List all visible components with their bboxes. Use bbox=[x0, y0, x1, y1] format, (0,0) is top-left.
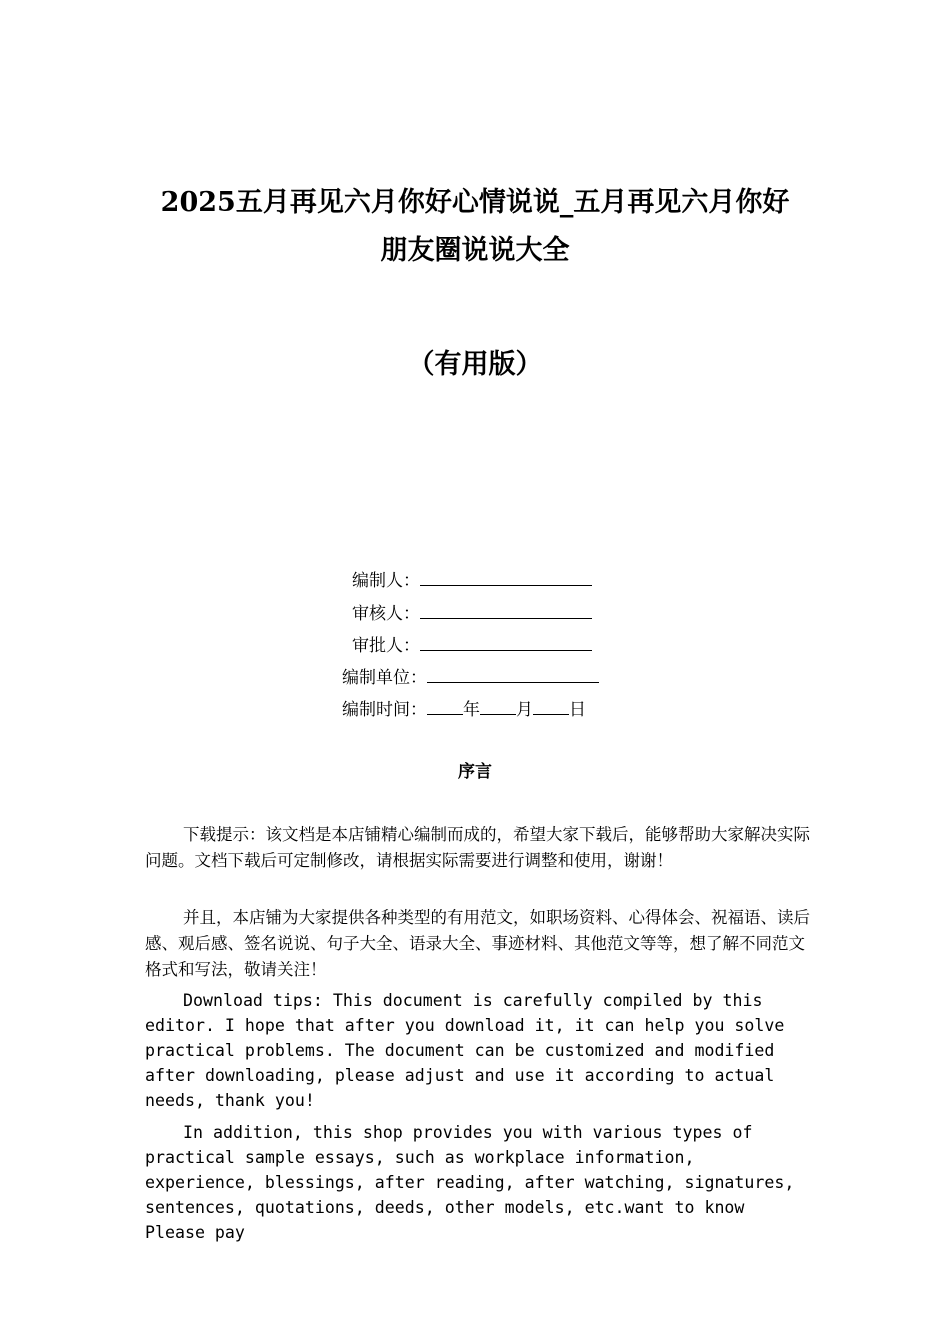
editor-blank-line bbox=[420, 567, 592, 586]
reviewer-label: 审核人： bbox=[352, 604, 420, 624]
month-label: 月 bbox=[516, 700, 533, 720]
preface-paragraph-2: 并且，本店铺为大家提供各种类型的有用范文，如职场资料、心得体会、祝福语、读后感、观后感、签名说说、句子大全、语录大全、事迹材料、其他范文等等，想了解不同范文格式和写法，敬请关注！ bbox=[145, 908, 810, 979]
reviewer-blank-line bbox=[420, 600, 592, 619]
approver-blank-line bbox=[420, 632, 592, 651]
unit-label: 编制单位： bbox=[342, 668, 427, 688]
preface-paragraph-4: In addition, this shop provides you with various types of practical sample essays, such as workplace information, experience, blessings, after reading, after watching, signatures, sentences, quotations, deeds, other models, etc.want to know Please pay bbox=[145, 1123, 795, 1242]
document-subtitle: （有用版） bbox=[407, 349, 543, 380]
unit-blank-line bbox=[427, 664, 599, 683]
time-label: 编制时间： bbox=[342, 700, 427, 720]
year-blank-line bbox=[427, 696, 463, 715]
preface-paragraph-1: 下载提示：该文档是本店铺精心编制而成的，希望大家下载后，能够帮助大家解决实际问题。文档下载后可定制修改，请根据实际需要进行调整和使用，谢谢！ bbox=[145, 825, 810, 870]
month-blank-line bbox=[480, 696, 516, 715]
document-title-line-1: 2025五月再见六月你好心情说说_五月再见六月你好 bbox=[160, 187, 790, 218]
reviewer-field bbox=[352, 600, 592, 626]
preface-heading: 序言 bbox=[458, 762, 492, 782]
day-label: 日 bbox=[569, 700, 586, 720]
day-blank-line bbox=[533, 696, 569, 715]
unit-field bbox=[342, 664, 599, 690]
time-field bbox=[342, 696, 586, 722]
year-label: 年 bbox=[463, 700, 480, 720]
approver-field bbox=[352, 632, 592, 658]
preface-paragraph-3: Download tips: This document is carefully compiled by this editor. I hope that after you download it, it can help you solve practical problems. The document can be customized and modified after downloading, please adjust and use it according to actual needs, thank you! bbox=[145, 991, 785, 1110]
approver-label: 审批人： bbox=[352, 636, 420, 656]
editor-label: 编制人： bbox=[352, 571, 420, 591]
editor-field bbox=[352, 567, 592, 593]
document-title-line-2: 朋友圈说说大全 bbox=[380, 235, 570, 266]
